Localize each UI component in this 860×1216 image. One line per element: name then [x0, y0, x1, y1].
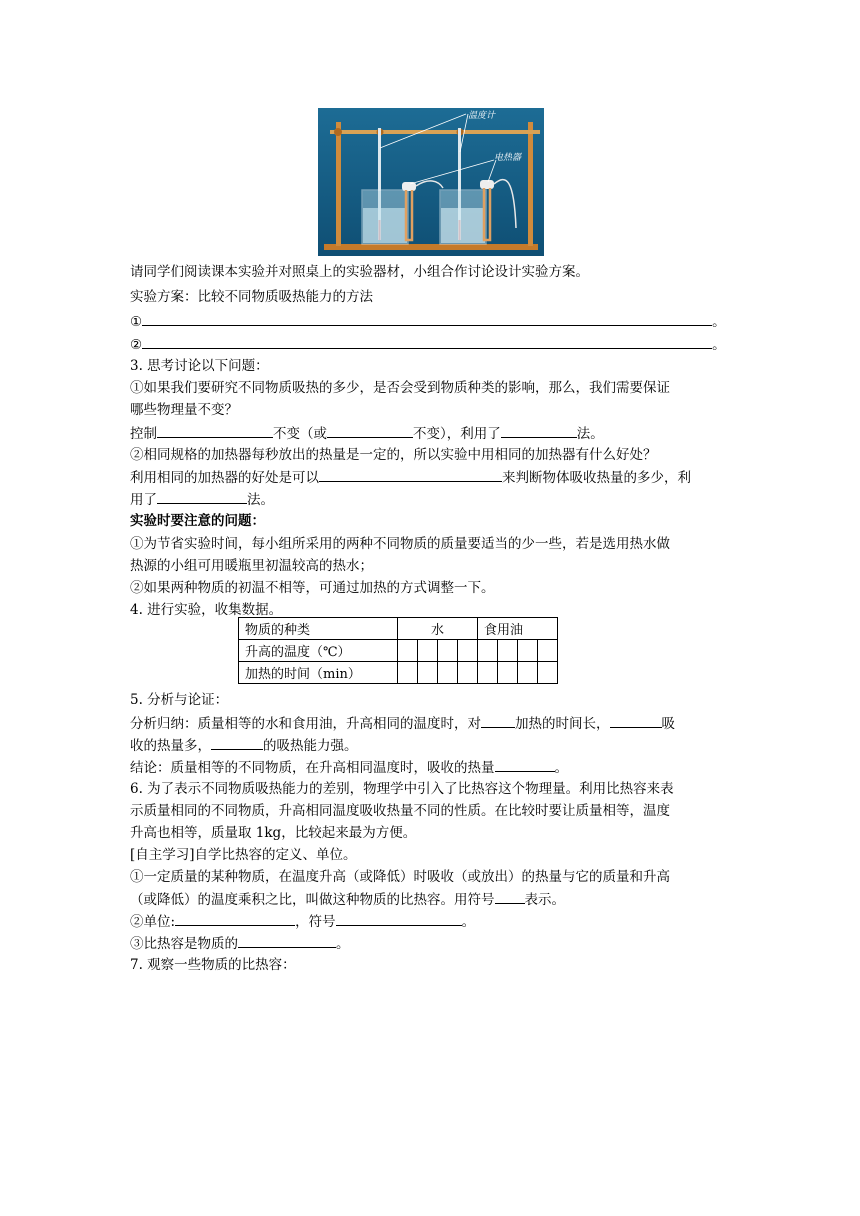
text: 法。 — [576, 426, 604, 442]
row-label-cell: 升高的温度（℃） — [239, 640, 398, 662]
text: ②单位: — [130, 914, 176, 930]
row-label-cell: 加热的时间（min） — [239, 662, 398, 684]
text: 利用相同的加热器的好处是可以 — [130, 470, 319, 486]
text: ③比热容是物质的 — [130, 936, 238, 952]
table-row — [239, 640, 558, 662]
method-2-blank[interactable] — [157, 489, 247, 504]
text: 结论：质量相等的不同物质，在升高相同温度时，吸收的热量 — [130, 760, 495, 776]
section-5-title: 5. 分析与论证： — [130, 692, 229, 708]
text: 。 — [554, 760, 568, 776]
unit-line — [130, 911, 475, 932]
thermometer-label: 温度计 — [468, 111, 496, 121]
water-header-cell: 水 — [398, 618, 478, 640]
text: ，符号 — [295, 914, 336, 930]
input-cell[interactable] — [458, 640, 478, 662]
item-number: ② — [130, 337, 143, 353]
item-number: ① — [130, 314, 143, 330]
text: 的吸热能力强。 — [263, 738, 358, 754]
plan-item-2 — [130, 334, 726, 355]
input-cell[interactable] — [398, 662, 418, 684]
analysis-line-1 — [130, 713, 675, 734]
input-cell[interactable] — [518, 662, 538, 684]
text: 收的热量多， — [130, 738, 211, 754]
section-6-line-b: 示质量相同的不同物质，升高相同温度吸收热量不同的性质。在比较时要让质量相等，温度 — [130, 803, 670, 819]
section-7-title: 7. 观察一些物质的比热容： — [130, 957, 296, 973]
text: 用了 — [130, 492, 157, 508]
section-4-title: 4. 进行实验，收集数据。 — [130, 602, 283, 618]
control-blank[interactable] — [157, 423, 273, 438]
analysis-line-2 — [130, 735, 358, 756]
definition-line-a: ①一定质量的某种物质，在温度升高（或降低）时吸收（或放出）的热量与它的质量和升高 — [130, 869, 670, 885]
input-cell[interactable] — [518, 640, 538, 662]
input-cell[interactable] — [478, 662, 498, 684]
input-cell[interactable] — [498, 662, 518, 684]
note-2: ②如果两种物质的初温不相等，可通过加热的方式调整一下。 — [130, 580, 495, 596]
input-cell[interactable] — [478, 640, 498, 662]
note-1-line-b: 热源的小组可用暖瓶里初温较高的热水； — [130, 558, 373, 574]
property-line — [130, 933, 350, 954]
question-1-line-a: ①如果我们要研究不同物质吸热的多少，是否会受到物质种类的影响，那么，我们需要保证 — [130, 380, 670, 396]
plan-1-blank[interactable] — [142, 311, 712, 326]
conclusion-line — [130, 757, 568, 778]
input-cell[interactable] — [438, 640, 458, 662]
unit-symbol-blank[interactable] — [336, 911, 462, 926]
heater-label: 电热器 — [494, 153, 522, 163]
property-blank[interactable] — [238, 933, 336, 948]
end-mark: 。 — [712, 314, 726, 330]
text: 。 — [336, 936, 350, 952]
plan-text: 实验方案：比较不同物质吸热能力的方法 — [130, 289, 373, 305]
analysis-blank-3[interactable] — [211, 735, 263, 750]
plan-item-1 — [130, 311, 726, 332]
oil-header-cell: 食用油 — [478, 618, 558, 640]
text: （或降低）的温度乘积之比，叫做这种物质的比热容。用符号 — [130, 892, 495, 908]
question-2-line-a: ②相同规格的加热器每秒放出的热量是一定的，所以实验中用相同的加热器有什么好处？ — [130, 447, 657, 463]
analysis-blank-2[interactable] — [610, 713, 662, 728]
definition-line-b — [130, 889, 565, 910]
text: 不变），利用了 — [413, 426, 501, 442]
input-cell[interactable] — [538, 640, 558, 662]
conclusion-blank[interactable] — [495, 757, 555, 772]
table-row — [239, 662, 558, 684]
section-3-title: 3. 思考讨论以下问题： — [130, 358, 269, 374]
input-cell[interactable] — [538, 662, 558, 684]
text: 表示。 — [524, 892, 565, 908]
text: 控制 — [130, 426, 157, 442]
section-6-line-c: 升高也相等，质量取 1kg，比较起来最为方便。 — [130, 825, 417, 841]
section-6-line-a: 6. 为了表示不同物质吸热能力的差别，物理学中引入了比热容这个物理量。利用比热容来表 — [130, 781, 674, 797]
note-1-line-a: ①为节省实验时间，每小组所采用的两种不同物质的质量要适当的少一些，若是选用热水做 — [130, 536, 670, 552]
question-1-answer — [130, 423, 604, 444]
text: 分析归纳：质量相等的水和食用油，升高相同的温度时，对 — [130, 716, 481, 732]
plan-2-blank[interactable] — [142, 334, 712, 349]
end-mark: 。 — [712, 337, 726, 353]
text: 来判断物体吸收热量的多少，利 — [502, 470, 691, 486]
or-blank[interactable] — [327, 423, 413, 438]
table-row — [239, 618, 558, 640]
text: 。 — [461, 914, 476, 930]
text: 不变（或 — [273, 426, 327, 442]
self-study-title: [自主学习]自学比热容的定义、单位。 — [130, 847, 357, 863]
input-cell[interactable] — [418, 662, 438, 684]
input-cell[interactable] — [498, 640, 518, 662]
header-label-cell: 物质的种类 — [239, 618, 398, 640]
question-2-line-b — [130, 467, 691, 488]
intro-text: 请同学们阅读课本实验并对照桌上的实验器材，小组合作讨论设计实验方案。 — [130, 264, 589, 280]
analysis-blank-1[interactable] — [481, 713, 515, 728]
question-1-line-b: 哪些物理量不变？ — [130, 402, 238, 418]
text: 吸 — [661, 716, 675, 732]
symbol-blank[interactable] — [495, 889, 525, 904]
input-cell[interactable] — [458, 662, 478, 684]
benefit-blank[interactable] — [319, 467, 502, 482]
question-2-line-c — [130, 489, 274, 510]
data-table — [238, 617, 558, 684]
notes-title: 实验时要注意的问题： — [130, 513, 265, 529]
input-cell[interactable] — [438, 662, 458, 684]
text: 加热的时间长， — [515, 716, 610, 732]
input-cell[interactable] — [418, 640, 438, 662]
unit-blank[interactable] — [175, 911, 295, 926]
method-blank[interactable] — [501, 423, 577, 438]
text: 法。 — [247, 492, 274, 508]
experiment-apparatus-figure — [318, 108, 544, 256]
input-cell[interactable] — [398, 640, 418, 662]
